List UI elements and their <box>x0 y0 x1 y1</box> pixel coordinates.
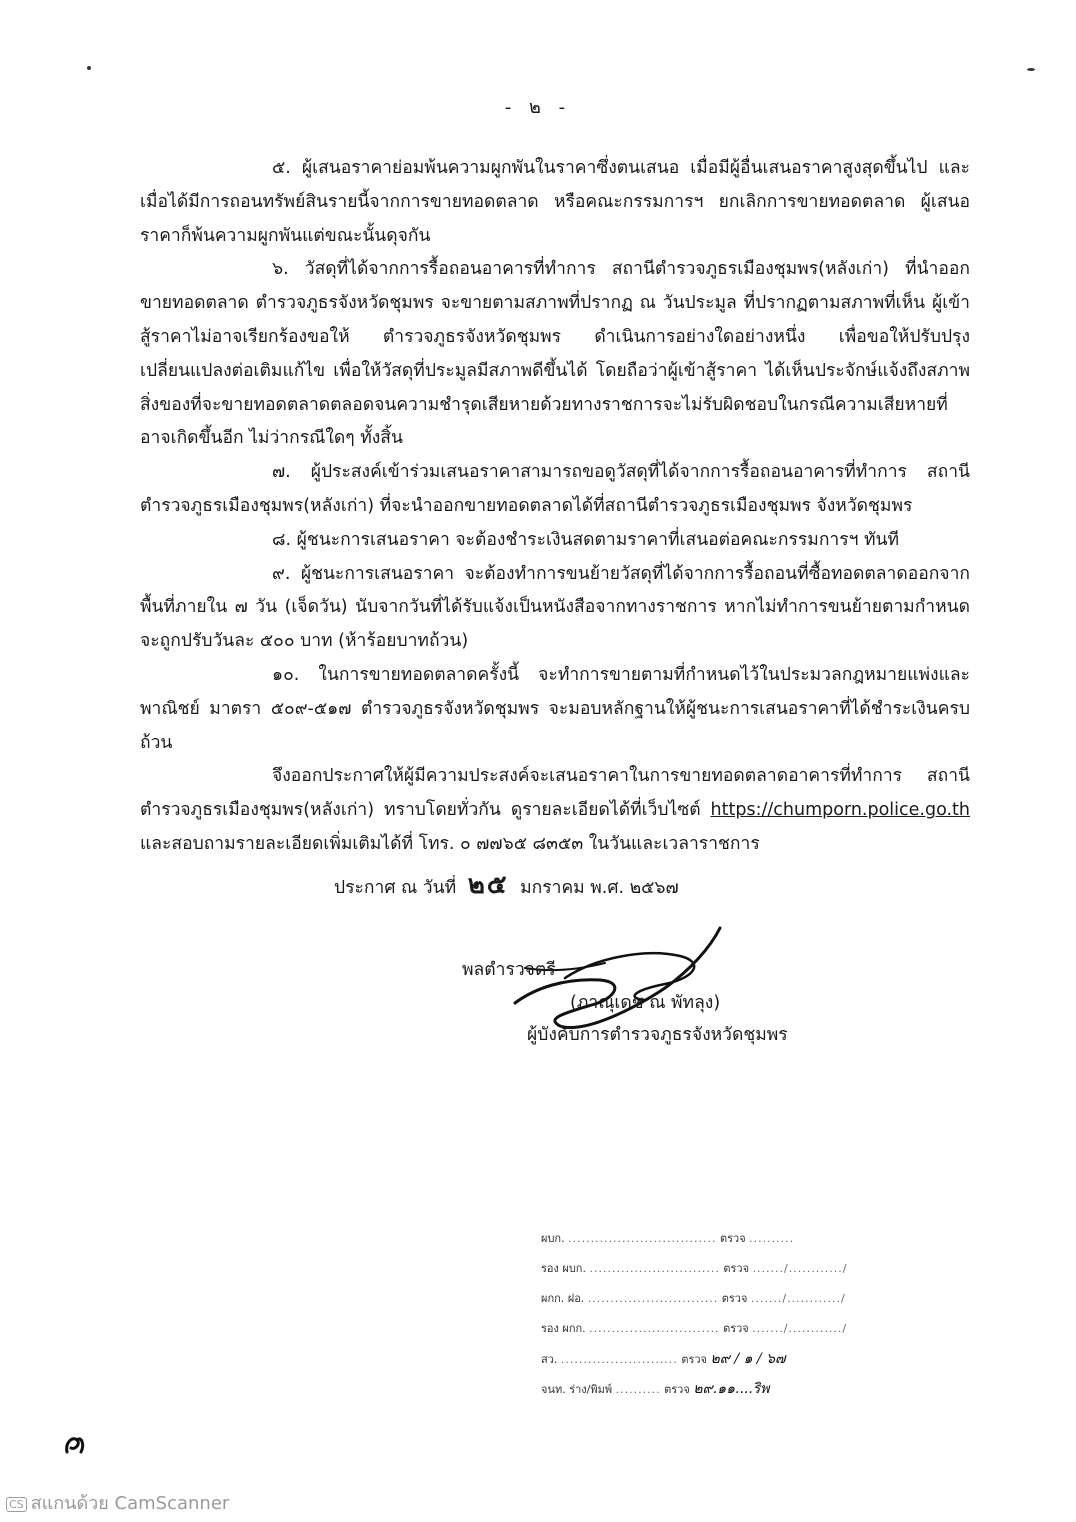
date-prefix: ประกาศ ณ วันที่ <box>334 878 457 898</box>
website-link[interactable]: https://chumporn.police.go.th <box>710 800 970 821</box>
clause-5: ๕. ผู้เสนอราคาย่อมพ้นความผูกพันในราคาซึ่งตนเสนอ เมื่อมีผู้อื่นเสนอราคาสูงสุดขึ้นไป และเมื่อได้มีการถอนทรัพย์สินรายนี้จากการขายทอดตลาด หรือคณะกรรมการฯ ยกเลิกการขายทอดตลาด ผู้เสนอราคาก็พ้นความผูกพันแต่ขณะนั้นดุจกัน <box>140 158 970 246</box>
page-number: - ๒ - <box>504 97 572 118</box>
camscanner-logo-icon: CS <box>6 1497 27 1512</box>
routing-row: จนท. ร่าง/พิมพ์ .......... ตรวจ ๒๙.๑๑....ริพ <box>541 1381 770 1397</box>
signer-position: ผู้บังคับการตำรวจภูธรจังหวัดชุมพร <box>527 1025 788 1045</box>
corner-mark <box>63 1430 87 1456</box>
scan-speck <box>1027 68 1035 71</box>
scan-speck <box>87 66 91 70</box>
clause-7: ๗. ผู้ประสงค์เข้าร่วมเสนอราคาสามารถขอดูวัสดุที่ได้จากการรื้อถอนอาคารที่ทำการ สถานีตำรวจภูธรเมืองชุมพร(หลังเก่า) ที่จะนำออกขายทอดตลาดได้ที่สถานีตำรวจภูธรเมืองชุมพร จังหวัดชุมพร <box>140 462 970 516</box>
clause-6: ๖. วัสดุที่ได้จากการรื้อถอนอาคารที่ทำการ สถานีตำรวจภูธรเมืองชุมพร(หลังเก่า) ที่นำออกขายทอดตลาด ตำรวจภูธรจังหวัดชุมพร จะขายตามสภาพที่ปรากฏ ณ วันประมูล ที่ปรากฏตามสภาพที่เห็น ผู้เข้าสู้ราคาไม่อาจเรียกร้องขอให้ ตำรวจภูธรจังหวัดชุมพร ดำเนินการอย่างใดอย่างหนึ่ง เพื่อขอให้ปรับปรุงเปลี่ยนแปลงต่อเติมแก้ไข เพื่อให้วัสดุที่ประมูลมีสภาพดีขึ้นได้ โดยถือว่าผู้เข้าสู้ราคา ได้เห็นประจักษ์แจ้งถึงสภาพสิ่งของที่จะขายทอดตลาดตลอดจนความชำรุดเสียหายด้วยทางราชการจะไม่รับผิดชอบในกรณีความเสียหายที่อาจเกิดขึ้นอีก ไม่ว่ากรณีใดๆ ทั้งสิ้น <box>140 259 970 449</box>
signer-name: (ภาณุเดช ณ พัทลุง) <box>570 993 721 1013</box>
routing-row: สว. .......................... ตรวจ ๒๙ / ๑ / ๖๗ <box>541 1351 786 1367</box>
routing-row: รอง ผบก. ............................. ตรวจ ......./............/ <box>541 1262 848 1275</box>
routing-row: รอง ผกก. ............................. ตรวจ ......./............/ <box>541 1322 848 1335</box>
announcement-date <box>334 864 679 905</box>
routing-row: ผบก. ................................. ตรวจ .......... <box>541 1232 795 1245</box>
closing-text: จึงออกประกาศให้ผู้มีความประสงค์จะเสนอราคาในการขายทอดตลาดอาคารที่ทำการ สถานีตำรวจภูธรเมืองชุมพร(หลังเก่า) ทราบโดยทั่วกัน ดูรายละเอียดได้ที่เว็บไซต์ <box>140 766 970 821</box>
routing-stamp <box>541 1224 961 1404</box>
scanner-watermark <box>6 1488 229 1517</box>
scanner-text: สแกนด้วย CamScanner <box>30 1493 230 1514</box>
routing-row: ผกก. ฝอ. ............................. ตรวจ ......./............/ <box>541 1292 846 1305</box>
clause-10: ๑๐. ในการขายทอดตลาดครั้งนี้ จะทำการขายตามที่กำหนดไว้ในประมวลกฎหมายแพ่งและพาณิชย์ มาตรา ๕๐๙-๕๑๗ ตำรวจภูธรจังหวัดชุมพร จะมอบหลักฐานให้ผู้ชนะการเสนอราคาที่ได้ชำระเงินครบถ้วน <box>140 664 970 753</box>
clause-9: ๙. ผู้ชนะการเสนอราคา จะต้องทำการขนย้ายวัสดุที่ได้จากการรื้อถอนที่ซื้อทอดตลาดออกจากพื้นที่ภายใน ๗ วัน (เจ็ดวัน) นับจากวันที่ได้รับแจ้งเป็นหนังสือจากทางราชการ หากไม่ทำการขนย้ายตามกำหนดจะถูกปรับวันละ ๕๐๐ บาท (ห้าร้อยบาทถ้วน) <box>140 563 970 652</box>
date-day: ๒๕ <box>467 870 509 900</box>
signer-rank: พลตำรวจตรี <box>462 960 556 980</box>
document-body <box>140 152 970 862</box>
closing-contact: และสอบถามรายละเอียดเพิ่มเติมได้ที่ โทร. ๐ ๗๗๖๕ ๘๓๕๓ ในวันและเวลาราชการ <box>140 833 760 854</box>
clause-8: ๘. ผู้ชนะการเสนอราคา จะต้องชำระเงินสดตามราคาที่เสนอต่อคณะกรรมการฯ ทันที <box>272 529 900 550</box>
closing-paragraph <box>140 760 970 861</box>
date-month-year: มกราคม พ.ศ. ๒๕๖๗ <box>520 878 679 898</box>
